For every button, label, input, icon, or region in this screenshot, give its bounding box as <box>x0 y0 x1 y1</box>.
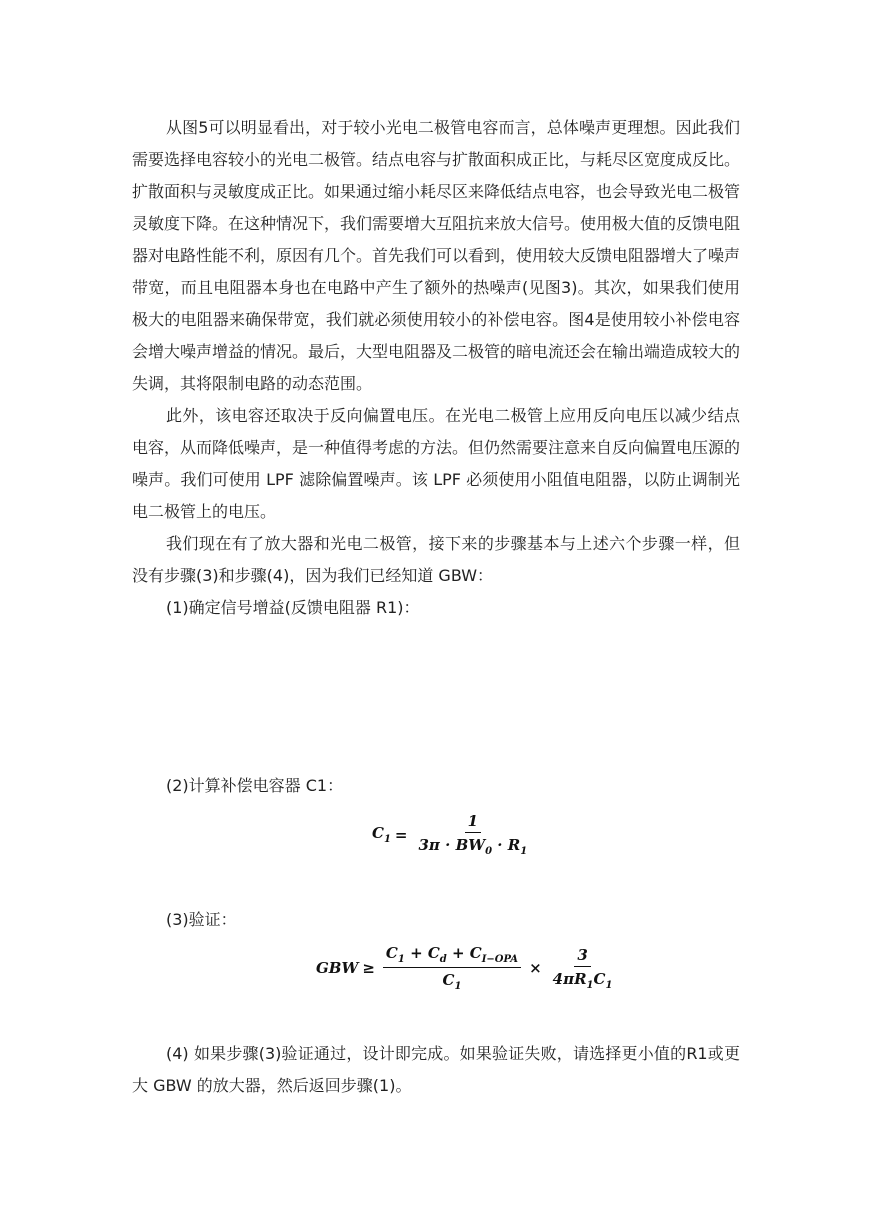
formula-c1 <box>372 812 534 857</box>
formula-gbw <box>316 944 619 992</box>
formula-c1-numerator: 1 <box>465 812 481 833</box>
formula-gbw-lhs: GBW <box>316 959 359 977</box>
paragraph-reverse-bias: 此外，该电容还取决于反向偏置电压。在光电二极管上应用反向电压以减少结点电容，从而降低噪声，是一种值得考虑的方法。但仍然需要注意来自反向偏置电压源的噪声。我们可使用 LPF 滤除偏置噪声。该 LPF 必须使用小阻值电阻器，以防止调制光电二极管上的电压。 <box>132 406 741 521</box>
step-3-label: (3)验证： <box>166 910 237 929</box>
formula-c1-equals: = <box>394 825 408 844</box>
document-body <box>132 112 740 624</box>
paragraph-noise-analysis: 从图5可以明显看出，对于较小光电二极管电容而言，总体噪声更理想。因此我们需要选择电容较小的光电二极管。结点电容与扩散面积成正比，与耗尽区宽度成反比。扩散面积与灵敏度成正比。如果通过缩小耗尽区来降低结点电容，也会导致光电二极管灵敏度下降。在这种情况下，我们需要增大互阻抗来放大信号。使用极大值的反馈电阻器对电路性能不利，原因有几个。首先我们可以看到，使用较大反馈电阻器增大了噪声带宽，而且电阻器本身也在电路中产生了额外的热噪声(见图3)。其次，如果我们使用极大的电阻器来确保带宽，我们就必须使用较小的补偿电容。图4是使用较小补偿电容会增大噪声增益的情况。最后，大型电阻器及二极管的暗电流还会在输出端造成较大的失调，其将限制电路的动态范围。 <box>132 118 741 393</box>
paragraph-steps-intro: 我们现在有了放大器和光电二极管，接下来的步骤基本与上述六个步骤一样，但没有步骤(3)和步骤(4)，因为我们已经知道 GBW： <box>132 534 740 585</box>
formula-gbw-numerator-2: 3 <box>574 946 590 967</box>
formula-gbw-numerator-1: $C_1 + C_d + C_{I-OPA}$ <box>383 944 521 968</box>
step-1-label: (1)确定信号增益(反馈电阻器 R1)： <box>166 598 420 617</box>
formula-gbw-denominator-2: $4\pi R_1C_1$ <box>552 969 613 991</box>
formula-gbw-ge: ≥ <box>362 959 375 977</box>
formula-c1-fraction <box>416 812 531 857</box>
formula-gbw-fraction-1 <box>383 944 521 992</box>
formula-c1-denominator: $3\pi \cdot BW_0 \cdot R_1$ <box>418 836 528 857</box>
paragraph-step-4: (4) 如果步骤(3)验证通过，设计即完成。如果验证失败，请选择更小值的R1或更大 GBW 的放大器，然后返回步骤(1)。 <box>132 1044 740 1095</box>
formula-gbw-denominator-1: $C_1$ <box>442 971 462 992</box>
step-2-label: (2)计算补偿电容器 C1： <box>166 776 344 795</box>
formula-gbw-times: × <box>529 959 542 977</box>
formula-c1-lhs: $C_1$ <box>372 824 391 845</box>
formula-gbw-fraction-2 <box>550 946 616 991</box>
